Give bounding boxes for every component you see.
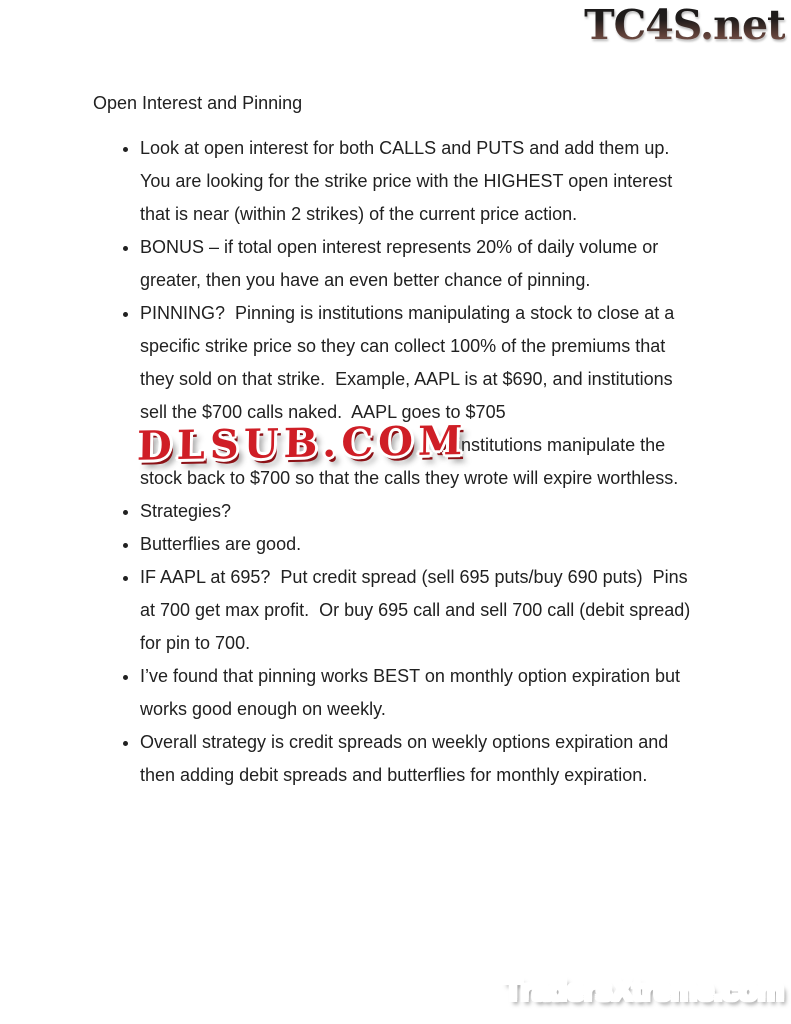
bullet-text: I’ve found that pinning works BEST on monthly option expiration but works good enough on weekly. bbox=[140, 666, 686, 719]
bullet-text: Strategies? bbox=[140, 501, 232, 521]
bullet-text-after-watermark: se institutions manipulate the stock back to $700 so that the calls they wrote will expire worthless. bbox=[140, 435, 679, 488]
tradersxtreme-logo: TradersXtreme.com bbox=[503, 974, 784, 1007]
tc4s-logo: TC4S.net bbox=[584, 1, 785, 49]
bullet-text: PINNING? Pinning is institutions manipulating a stock to close at a specific strike price so they can collect 100% of the premiums that they sold on that strike. Example, AAPL is at $690, and institutions sell the $700 calls naked. AAPL goes to $705 bbox=[140, 303, 680, 422]
list-item bbox=[140, 660, 700, 726]
dlsub-watermark-slot bbox=[136, 416, 468, 470]
list-item bbox=[140, 528, 700, 561]
list-item bbox=[140, 726, 700, 792]
page-title: Open Interest and Pinning bbox=[93, 93, 303, 113]
bullet-text: BONUS – if total open interest represents 20% of daily volume or greater, then you have an even better chance of pinning. bbox=[140, 237, 664, 290]
bullet-list bbox=[93, 132, 700, 792]
list-item bbox=[140, 132, 700, 231]
bullet-text: Look at open interest for both CALLS and PUTS and add them up. You are looking for the strike price with the HIGHEST open interest that is near (within 2 strikes) of the current price action. bbox=[140, 138, 680, 224]
document-content bbox=[93, 90, 705, 792]
bullet-text: Butterflies are good. bbox=[140, 534, 302, 554]
bullet-text: IF AAPL at 695? Put credit spread (sell 695 puts/buy 690 puts) Pins at 700 get max profit. Or buy 695 call and sell 700 call (debit spread) for pin to 700. bbox=[140, 567, 696, 653]
dlsub-watermark: DLSUB.COM bbox=[136, 416, 468, 470]
list-item bbox=[140, 561, 700, 660]
bullet-text: Overall strategy is credit spreads on weekly options expiration and then adding debit spreads and butterflies for monthly expiration. bbox=[140, 732, 674, 785]
list-item bbox=[136, 297, 700, 495]
list-item bbox=[140, 231, 700, 297]
list-item bbox=[140, 495, 700, 528]
